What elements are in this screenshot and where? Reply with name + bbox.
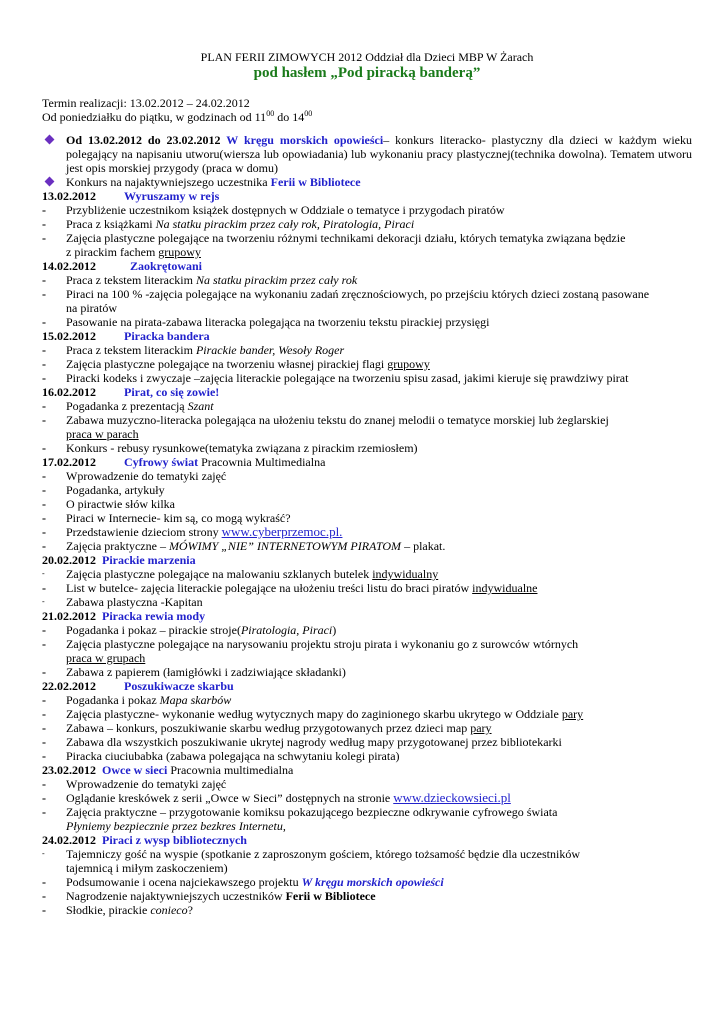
- list-item: - Zabawa dla wszystkich poszukiwanie ukrytej nagrody według mapy przygotowanej przez bibliotekarki: [42, 735, 562, 749]
- list-item: - Zajęcia praktyczne – MÓWIMY „NIE” INTERNETOWYM PIRATOM – plakat.: [42, 539, 446, 553]
- hours-line: Od poniedziałku do piątku, w godzinach od $11^{00}$ do $14^{00}$: [42, 109, 313, 124]
- list-item: - Pogadanka i pokaz Mapa skarbów: [42, 693, 232, 707]
- list-item: - Piraci na 100 % -zajęcia polegające na wykonaniu zadań zręcznościowych, po przejściu których dzieci zostaną pasowane na piratów: [42, 287, 650, 315]
- list-item: - Zajęcia plastyczne polegające na tworzeniu różnymi technikami dekoracji działu, których tematyka związana będzie z pirackim fachem grupowy: [42, 231, 626, 259]
- list-item: - Zabawa z papierem (łamigłówki i zadziwiające składanki): [42, 665, 346, 679]
- day-heading: 23.02.2012 Owce w sieci Pracownia multimedialna: [42, 763, 294, 777]
- day-heading: 17.02.2012 Cyfrowy świat Pracownia Multimedialna: [42, 455, 326, 469]
- list-item: - Przedstawienie dzieciom strony www.cyberprzemoc.pl.: [42, 524, 343, 539]
- list-item: - Słodkie, pirackie conieco?: [42, 903, 193, 917]
- day-heading: 15.02.2012 Piracka bandera: [42, 329, 210, 343]
- list-item: - Praca z książkami Na statku pirackim przez cały rok, Piratologia, Piraci: [42, 217, 415, 231]
- list-item: - Zabawa plastyczna -Kapitan: [42, 595, 203, 609]
- list-item: - Pogadanka i pokaz – pirackie stroje(Piratologia, Piraci): [42, 623, 337, 637]
- list-item: - Tajemniczy gość na wyspie (spotkanie z zaproszonym gościem, którego tożsamość będzie dla uczestników tajemnicą i miłym zaskoczeniem): [42, 847, 580, 875]
- list-item: - Podsumowanie i ocena najciekawszego projektu W kręgu morskich opowieści: [42, 875, 444, 889]
- list-item: - Zajęcia plastyczne polegające na tworzeniu własnej pirackiej flagi grupowy: [42, 357, 430, 371]
- day-heading: 16.02.2012 Pirat, co się zowie!: [42, 385, 220, 399]
- list-item: - Pasowanie na pirata-zabawa literacka polegająca na tworzeniu tekstu pirackiej przysięgi: [42, 315, 490, 329]
- list-item: - Praca z tekstem literackim Na statku pirackim przez cały rok: [42, 273, 358, 287]
- list-item: - Piracki kodeks i zwyczaje –zajęcia literackie polegające na tworzeniu spisu zasad, jakimi kieruje się prawdziwy pirat: [42, 371, 629, 385]
- list-item: - List w butelce- zajęcia literackie polegające na ułożeniu treści listu do braci piratów indywidualne: [42, 581, 538, 595]
- list-item: - Konkurs - rebusy rysunkowe(tematyka związana z pirackim rzemiosłem): [42, 441, 418, 455]
- list-item: - O piractwie słów kilka: [42, 497, 175, 511]
- list-item: - Przybliżenie uczestnikom książek dostępnych w Oddziale o tematyce i przygodach piratów: [42, 203, 505, 217]
- day-heading: 13.02.2012 Wyruszamy w rejs: [42, 189, 220, 203]
- document-title: pod hasłem „Pod piracką banderą”: [253, 65, 481, 81]
- day-heading: 21.02.2012 Piracka rewia mody: [42, 609, 206, 623]
- intro-item-activity: Konkurs na najaktywniejszego uczestnika Ferii w Bibliotece: [42, 175, 692, 189]
- intro-item-competition: Od 13.02.2012 do 23.02.2012 W kręgu morskich opowieści– konkurs literacko- plastyczny dla dzieci w każdym wieku polegający na napisaniu utworu(wiersza lub opowiadania) lub wykonaniu pracy plastycznej(technika dowolna). Tematem utworu jest opis morskiej przygody (praca w domu): [42, 133, 692, 175]
- list-item: - Praca z tekstem literackim Pirackie bander, Wesoły Roger: [42, 343, 345, 357]
- list-item: - Wprowadzenie do tematyki zajęć: [42, 777, 227, 791]
- list-item: - Oglądanie kreskówek z serii „Owce w Sieci” dostępnych na stronie www.dzieckowsieci.pl: [42, 790, 511, 805]
- day-heading: 22.02.2012 Poszukiwacze skarbu: [42, 679, 234, 693]
- cyberprzemoc-link[interactable]: www.cyberprzemoc.pl.: [221, 524, 343, 539]
- list-item: - Zajęcia plastyczne- wykonanie według wytycznych mapy do zaginionego skarbu ukrytego w Oddziale pary: [42, 707, 584, 721]
- list-item: - Nagrodzenie najaktywniejszych uczestników Ferii w Bibliotece: [42, 889, 376, 903]
- list-item: - Pogadanka, artykuły: [42, 483, 165, 497]
- list-item: - Piraci w Internecie- kim są, co mogą wykraść?: [42, 511, 291, 525]
- document-header: PLAN FERII ZIMOWYCH 2012 Oddział dla Dzieci MBP W Żarach: [200, 50, 534, 64]
- list-item: - Pogadanka z prezentacją Szant: [42, 399, 214, 413]
- day-heading: 24.02.2012 Piraci z wysp bibliotecznych: [42, 833, 247, 847]
- list-item: - Zabawa – konkurs, poszukiwanie skarbu według przygotowanych przez dzieci map pary: [42, 721, 492, 735]
- document-page: [42, 50, 692, 917]
- dzieckowsieci-link[interactable]: www.dzieckowsieci.pl: [393, 790, 511, 805]
- termin-line: Termin realizacji: 13.02.2012 – 24.02.2012: [42, 96, 250, 110]
- list-item: - Piracka ciuciubabka (zabawa polegająca na schwytaniu kolegi pirata): [42, 749, 400, 763]
- list-item: - Zajęcia plastyczne polegające na malowaniu szklanych butelek indywidualny: [42, 567, 439, 581]
- list-item: - Wprowadzenie do tematyki zajęć: [42, 469, 227, 483]
- list-item: - Zajęcia praktyczne – przygotowanie komiksu pokazującego bezpieczne odkrywanie cyfrowego świata Płyniemy bezpiecznie przez bezkres Internetu,: [42, 805, 558, 833]
- day-heading: 14.02.2012 Zaokrętowani: [42, 259, 202, 273]
- list-item: - Zajęcia plastyczne polegające na narysowaniu projektu stroju pirata i wykonaniu go z surowców wtórnych praca w grupach: [42, 637, 579, 665]
- list-item: - Zabawa muzyczno-literacka polegająca na ułożeniu tekstu do znanej melodii o tematyce morskiej lub żeglarskiej praca w parach: [42, 413, 609, 441]
- day-heading: 20.02.2012 Pirackie marzenia: [42, 553, 196, 567]
- diamond-bullet-icon: [42, 175, 66, 189]
- diamond-bullet-icon: [42, 133, 66, 175]
